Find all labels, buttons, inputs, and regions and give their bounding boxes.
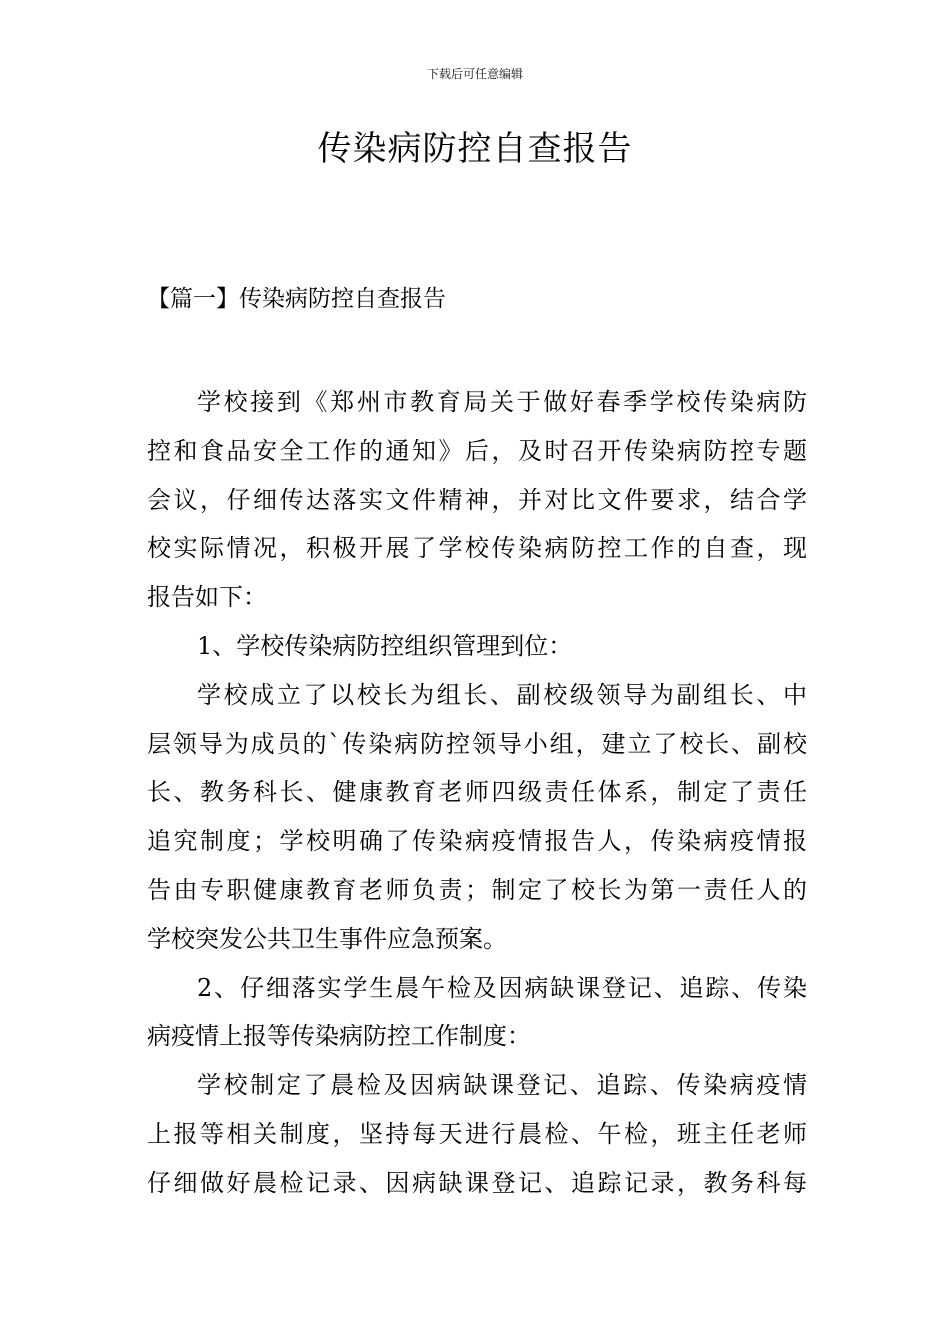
body-line: 长、教务科长、健康教育老师四级责任体系，制定了责任: [147, 778, 807, 807]
document-title: 传染病防控自查报告: [317, 129, 633, 169]
body-line: 学校制定了晨检及因病缺课登记、追踪、传染病疫情: [197, 1071, 807, 1100]
section-heading: 【篇一】传染病防控自查报告: [147, 286, 446, 312]
body-line: 控和食品安全工作的通知》后，及时召开传染病防控专题: [147, 436, 807, 465]
body-line: 告由专职健康教育老师负责；制定了校长为第一责任人的: [147, 875, 807, 904]
body-line: 层领导为成员的`传染病防控领导小组，建立了校长、副校: [147, 729, 807, 758]
body-line: 追究制度；学校明确了传染病疫情报告人，传染病疫情报: [147, 827, 807, 856]
header-note: 下载后可任意编辑: [426, 67, 523, 81]
body-text: [147, 378, 807, 1208]
body-line: 上报等相关制度，坚持每天进行晨检、午检，班主任老师: [147, 1119, 807, 1148]
body-line: 校实际情况，积极开展了学校传染病防控工作的自查，现: [147, 534, 807, 563]
body-line: 会议，仔细传达落实文件精神，并对比文件要求，结合学: [147, 485, 807, 514]
body-line: 1、学校传染病防控组织管理到位：: [197, 631, 573, 660]
body-line: 报告如下：: [147, 583, 267, 612]
body-line: 病疫情上报等传染病防控工作制度：: [147, 1022, 531, 1051]
body-line: 学校突发公共卫生事件应急预案。: [147, 924, 507, 953]
body-line: 2、仔细落实学生晨午检及因病缺课登记、追踪、传染: [197, 973, 807, 1002]
body-line: 仔细做好晨检记录、因病缺课登记、追踪记录，教务科每: [147, 1168, 807, 1197]
body-line: 学校成立了以校长为组长、副校级领导为副组长、中: [197, 680, 807, 709]
body-line: 学校接到《郑州市教育局关于做好春季学校传染病防: [197, 388, 807, 416]
